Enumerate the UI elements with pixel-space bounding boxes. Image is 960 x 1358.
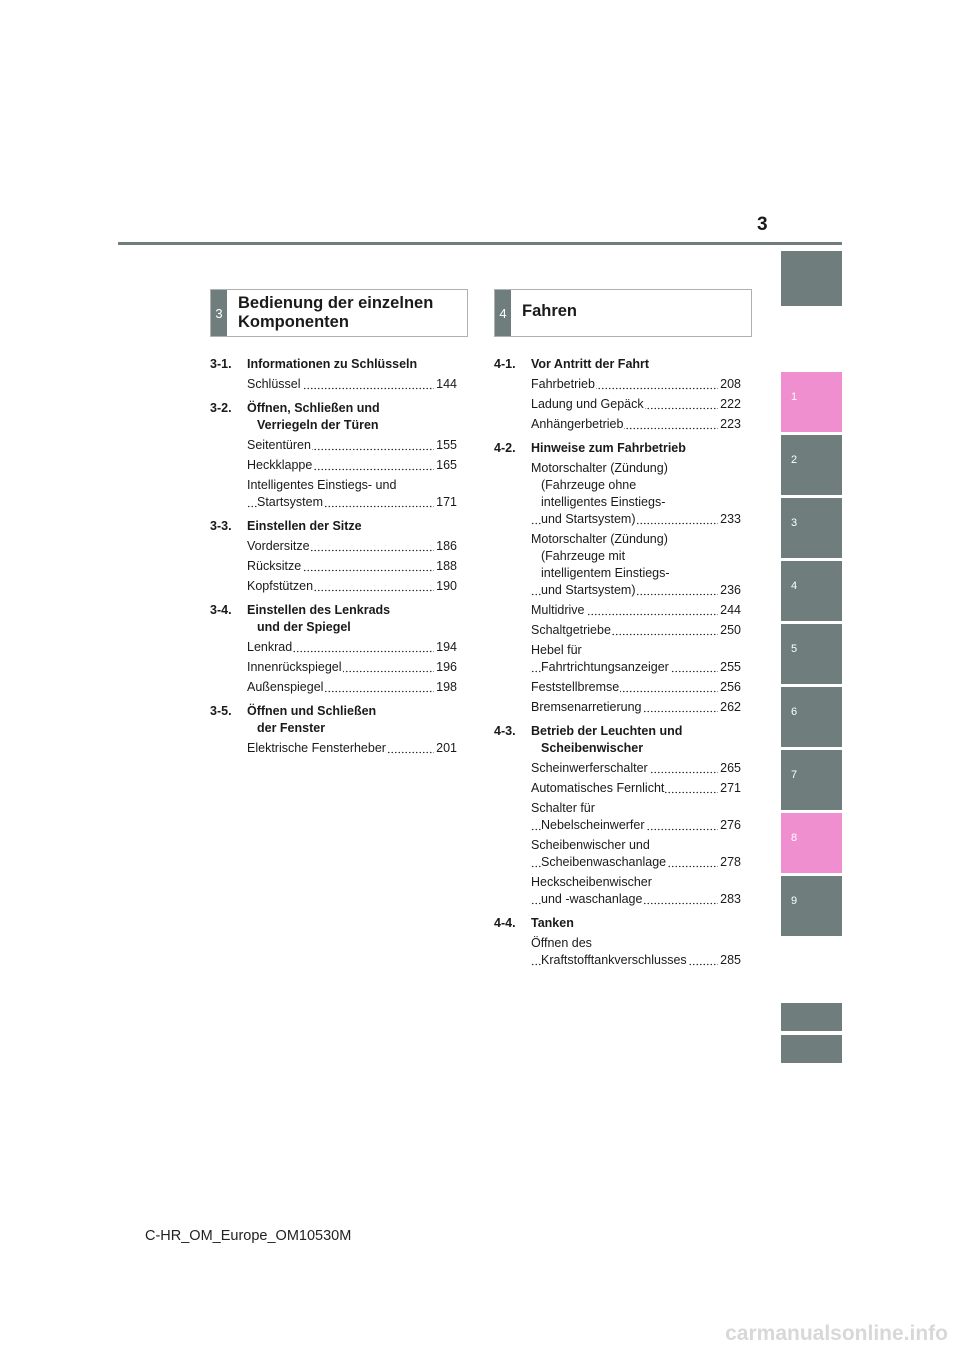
chapter-title: Öffnen und Schließen der Fenster: [247, 704, 377, 735]
toc-entry-text: Motorschalter (Zündung) (Fahrzeuge mit intelligentem Einstiegs- und Startsystem): [531, 532, 670, 597]
toc-entry[interactable]: [531, 780, 741, 797]
toc-entry[interactable]: [531, 531, 741, 599]
toc-entry[interactable]: [247, 538, 457, 555]
tab-9[interactable]: 9: [781, 876, 842, 936]
toc-entry-page: 271: [720, 781, 741, 795]
toc-entry[interactable]: [247, 437, 457, 454]
toc-entry-text: Vordersitze: [247, 539, 310, 553]
toc-entry-text: Motorschalter (Zündung) (Fahrzeuge ohne intelligentes Einstiegs- und Startsystem): [531, 461, 668, 526]
toc-entry[interactable]: [531, 837, 741, 871]
toc-entry[interactable]: [531, 679, 741, 696]
toc-entry-text: Heckscheibenwischer und -waschanlage: [531, 875, 652, 906]
chapter-title: Betrieb der Leuchten und Scheibenwischer: [531, 724, 683, 755]
toc-entry[interactable]: [531, 699, 741, 716]
toc-entry-page: 255: [720, 660, 741, 674]
toc-entry-text: Multidrive: [531, 603, 585, 617]
chapter-number: 4-2.: [494, 441, 516, 455]
toc-entry-text: Scheibenwischer und Scheibenwaschanlage: [531, 838, 667, 869]
toc-entry[interactable]: [531, 760, 741, 777]
toc-entry-text: Scheinwerferschalter: [531, 761, 648, 775]
toc-entry[interactable]: [531, 376, 741, 393]
chapter-number: 4-4.: [494, 916, 516, 930]
chapter-heading[interactable]: [494, 723, 741, 757]
toc-entry-page: 144: [436, 377, 457, 391]
chapter-title: Vor Antritt der Fahrt: [531, 357, 650, 371]
toc-entry[interactable]: [247, 376, 457, 393]
toc-entry[interactable]: [531, 416, 741, 433]
toc-entry-page: 250: [720, 623, 741, 637]
toc-entry[interactable]: [247, 457, 457, 474]
toc-entry-text: Außenspiegel: [247, 680, 324, 694]
toc-entry[interactable]: [247, 558, 457, 575]
toc-entry-text: Öffnen des Kraftstofftankverschlusses: [531, 936, 687, 967]
tab-bottom-2[interactable]: [781, 1035, 842, 1063]
chapter-heading[interactable]: [494, 440, 741, 457]
toc-entry-page: 222: [720, 397, 741, 411]
toc-entry-page: 256: [720, 680, 741, 694]
tab-1[interactable]: 1: [781, 372, 842, 432]
toc-entry-text: Intelligentes Einstiegs- und Startsystem: [247, 478, 397, 509]
toc-entry-text: Ladung und Gepäck: [531, 397, 644, 411]
toc-entry-text: Schaltgetriebe: [531, 623, 611, 637]
chapter-title: Hinweise zum Fahrbetrieb: [531, 441, 686, 455]
toc-entry-text: Hebel für Fahrtrichtungsanzeiger: [531, 643, 669, 674]
toc-entry[interactable]: [247, 477, 457, 511]
toc-entry-page: 165: [436, 458, 457, 472]
header-rule: [118, 242, 842, 245]
toc-entry-text: Kopfstützen: [247, 579, 314, 593]
tab-4[interactable]: 4: [781, 561, 842, 621]
toc-entry-text: Innenrückspiegel: [247, 660, 342, 674]
toc-entry[interactable]: [247, 659, 457, 676]
toc-entry[interactable]: [531, 935, 741, 969]
toc-entry-text: Lenkrad: [247, 640, 293, 654]
toc-entry-page: 278: [720, 855, 741, 869]
chapter-title: Informationen zu Schlüsseln: [247, 357, 418, 371]
toc-entry-page: 233: [720, 512, 741, 526]
tab-top[interactable]: [781, 251, 842, 306]
toc-entry-text: Anhängerbetrieb: [531, 417, 624, 431]
toc-entry[interactable]: [247, 740, 457, 757]
toc-entry-page: 208: [720, 377, 741, 391]
tab-3[interactable]: 3: [781, 498, 842, 558]
toc-entry-text: Feststellbremse: [531, 680, 620, 694]
toc-entry[interactable]: [531, 800, 741, 834]
toc-entry[interactable]: [247, 679, 457, 696]
toc-entry-text: Bremsenarretierung: [531, 700, 642, 714]
toc-entry[interactable]: [247, 639, 457, 656]
toc-entry-page: 223: [720, 417, 741, 431]
toc-entry-text: Seitentüren: [247, 438, 311, 452]
toc-entry-text: Schalter für Nebelscheinwerfer: [531, 801, 645, 832]
toc-entry[interactable]: [531, 460, 741, 528]
toc-entry-page: 276: [720, 818, 741, 832]
chapter-heading[interactable]: [210, 400, 457, 434]
tab-6[interactable]: 6: [781, 687, 842, 747]
chapter-number: 4-3.: [494, 724, 516, 738]
section-number: 4: [495, 290, 511, 336]
toc-entry-page: 265: [720, 761, 741, 775]
chapter-heading[interactable]: [494, 356, 741, 373]
section-header-3: [210, 289, 468, 337]
toc-entry-page: 171: [436, 495, 457, 509]
section-title: Fahren: [522, 302, 578, 320]
chapter-heading[interactable]: [210, 703, 457, 737]
toc-entry-page: 201: [436, 741, 457, 755]
chapter-number: 3-5.: [210, 704, 232, 718]
chapter-number: 3-1.: [210, 357, 232, 371]
toc-entry-text: Rücksitze: [247, 559, 302, 573]
toc-entry-text: Automatisches Fernlicht: [531, 781, 665, 795]
chapter-title: Öffnen, Schließen und Verriegeln der Türen: [247, 401, 380, 432]
chapter-title: Einstellen des Lenkrads und der Spiegel: [247, 603, 391, 634]
chapter-heading[interactable]: [210, 518, 457, 535]
toc-entry[interactable]: [531, 642, 741, 676]
toc-entry[interactable]: [531, 874, 741, 908]
toc-entry-page: 244: [720, 603, 741, 617]
tab-7[interactable]: 7: [781, 750, 842, 810]
footer-doc-id: C-HR_OM_Europe_OM10530M: [145, 1228, 352, 1244]
toc-entry-page: 188: [436, 559, 457, 573]
chapter-title: Tanken: [531, 916, 574, 930]
toc-entry[interactable]: [531, 602, 741, 619]
toc-entry-page: 283: [720, 892, 741, 906]
toc-entry-page: 262: [720, 700, 741, 714]
toc-entry-text: Schlüssel: [247, 377, 301, 391]
section-number: 3: [211, 290, 227, 336]
toc-entry-page: 198: [436, 680, 457, 694]
toc-entry[interactable]: [247, 578, 457, 595]
toc-entry-text: Heckklappe: [247, 458, 313, 472]
chapter-number: 3-3.: [210, 519, 232, 533]
tab-5[interactable]: 5: [781, 624, 842, 684]
toc-entry-text: Elektrische Fensterheber: [247, 741, 386, 755]
tab-8[interactable]: 8: [781, 813, 842, 873]
section-title: Bedienung der einzelnen Komponenten: [238, 294, 434, 331]
chapter-heading[interactable]: [494, 915, 741, 932]
chapter-number: 3-4.: [210, 603, 232, 617]
toc-column-left: [210, 352, 457, 757]
chapter-number: 3-2.: [210, 401, 232, 415]
toc-entry-page: 196: [436, 660, 457, 674]
watermark: carmanualsonline.info: [725, 1322, 948, 1345]
toc-entry-page: 285: [720, 953, 741, 967]
toc-entry-page: 194: [436, 640, 457, 654]
chapter-title: Einstellen der Sitze: [247, 519, 362, 533]
tab-2[interactable]: 2: [781, 435, 842, 495]
page-number: 3: [757, 214, 768, 235]
chapter-heading[interactable]: [210, 602, 457, 636]
toc-entry-page: 236: [720, 583, 741, 597]
section-header-4: [494, 289, 752, 337]
toc-column-right: [494, 352, 741, 969]
toc-entry[interactable]: [531, 396, 741, 413]
chapter-number: 4-1.: [494, 357, 516, 371]
toc-entry-page: 186: [436, 539, 457, 553]
toc-entry-text: Fahrbetrieb: [531, 377, 595, 391]
toc-entry[interactable]: [531, 622, 741, 639]
toc-entry-page: 155: [436, 438, 457, 452]
tab-bottom-1[interactable]: [781, 1003, 842, 1031]
chapter-heading[interactable]: [210, 356, 457, 373]
toc-entry-page: 190: [436, 579, 457, 593]
